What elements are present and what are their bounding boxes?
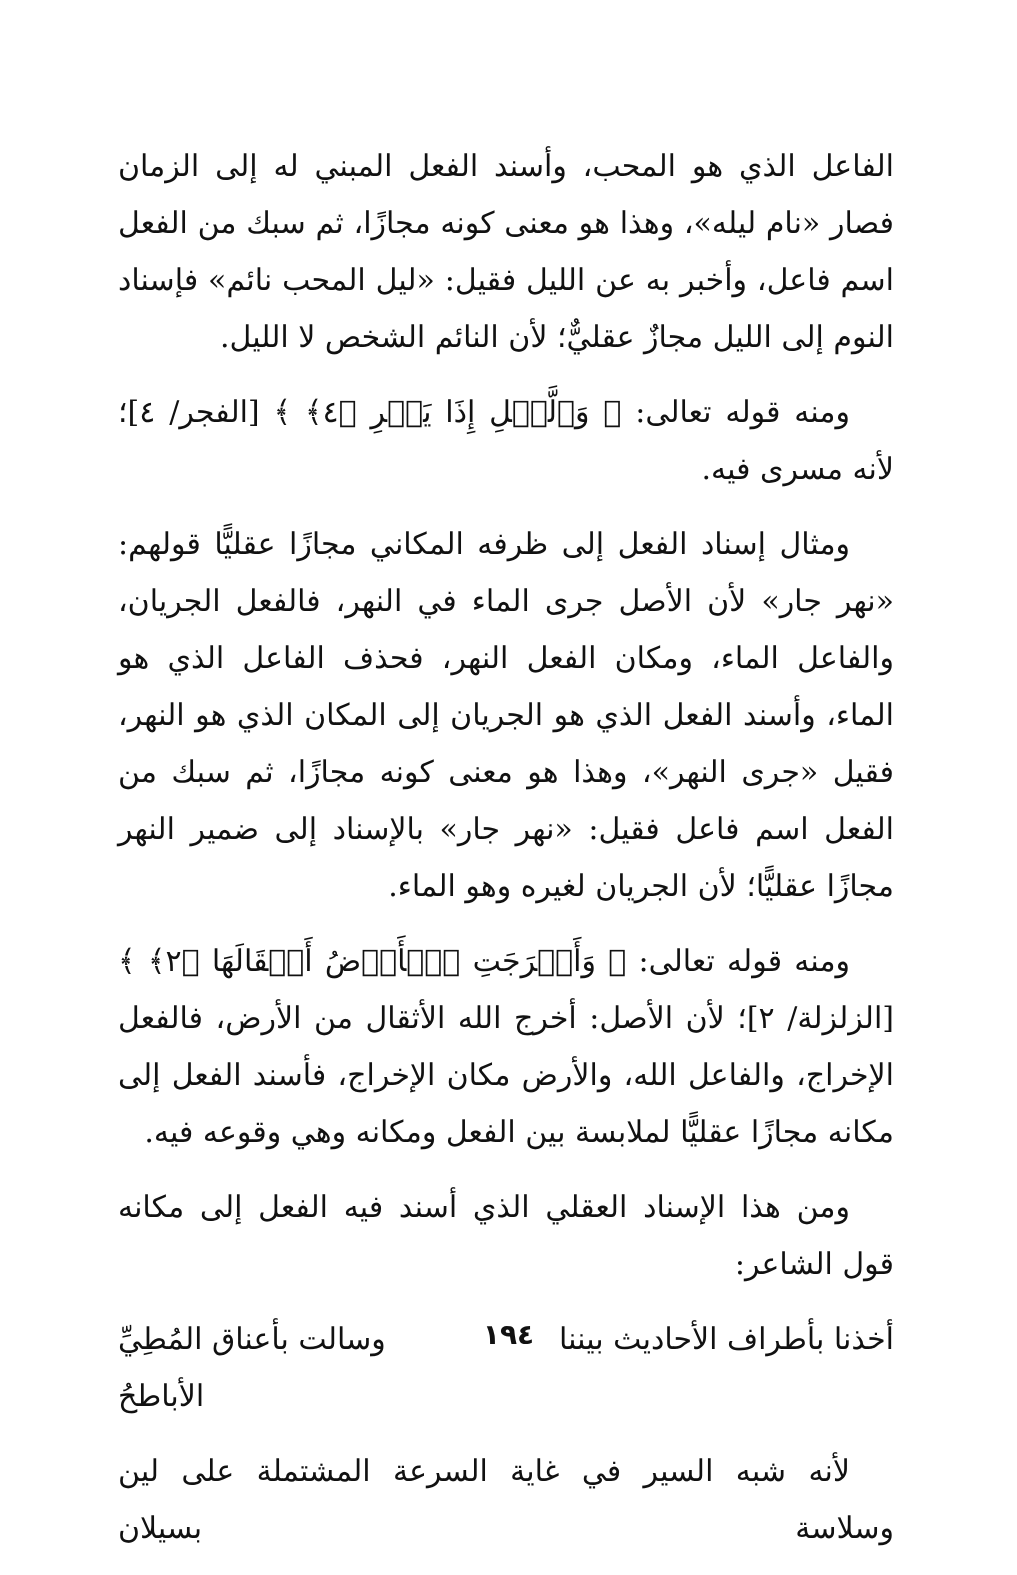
verse-second-hemistich: وسالت بأعناق المُطِيِّ الأباطحُ	[118, 1322, 386, 1414]
paragraph-nam-laylu: الفاعل الذي هو المحب، وأسند الفعل المبني له إلى الزمان فصار «نام ليله»، وهذا هو معنى كونه مجازًا، ثم سبك من الفعل اسم فاعل، وأخبر به عن الليل فقيل: «ليل المحب نائم» فإسناد النوم إلى الليل مجازٌ عقليٌّ؛ لأن النائم الشخص لا الليل.	[118, 149, 894, 355]
page-body	[118, 138, 894, 1575]
paragraph-nahr-jar: ومثال إسناد الفعل إلى ظرفه المكاني مجازًا عقليًّا قولهم: «نهر جار» لأن الأصل جرى الماء في النهر، فالفعل الجريان، والفاعل الماء، ومكان الفعل النهر، فحذف الفاعل الذي هو الماء، وأسند الفعل الذي هو الجريان إلى المكان الذي هو النهر، فقيل «جرى النهر»، وهذا هو معنى كونه مجازًا، ثم سبك من الفعل اسم فاعل فقيل: «نهر جار» بالإسناد إلى ضمير النهر مجازًا عقليًّا؛ لأن الجريان لغيره وهو الماء.	[118, 527, 894, 904]
page-number: ١٩٤	[482, 1318, 535, 1351]
verse-first-hemistich: أخذنا بأطراف الأحاديث بيننا	[558, 1322, 894, 1357]
paragraph-quran-fajr: ومنه قوله تعالى: ﴿ وَٱلَّيۡلِ إِذَا يَسۡرِ ﴿٤﴾ ﴾ [الفجر/ ٤]؛ لأنه مسرى فيه.	[118, 395, 894, 487]
paragraph-quran-zalzala: ومنه قوله تعالى: ﴿ وَأَخۡرَجَتِ ٱلۡأَرۡضُ أَثۡقَالَهَا ﴿٢﴾ ﴾ [الزلزلة/ ٢]؛ لأن الأصل: أخرج الله الأثقال من الأرض، فالفعل الإخراج، والفاعل الله، والأرض مكان الإخراج، فأسند الفعل إلى مكانه مجازًا عقليًّا لملابسة بين الفعل ومكانه وهي وقوعه فيه.	[118, 944, 894, 1150]
trailing-line: لأنه شبه السير في غاية السرعة المشتملة على لين وسلاسة بسيلان	[118, 1454, 894, 1546]
paragraph-poet-intro: ومن هذا الإسناد العقلي الذي أسند فيه الفعل إلى مكانه قول الشاعر:	[118, 1190, 894, 1282]
